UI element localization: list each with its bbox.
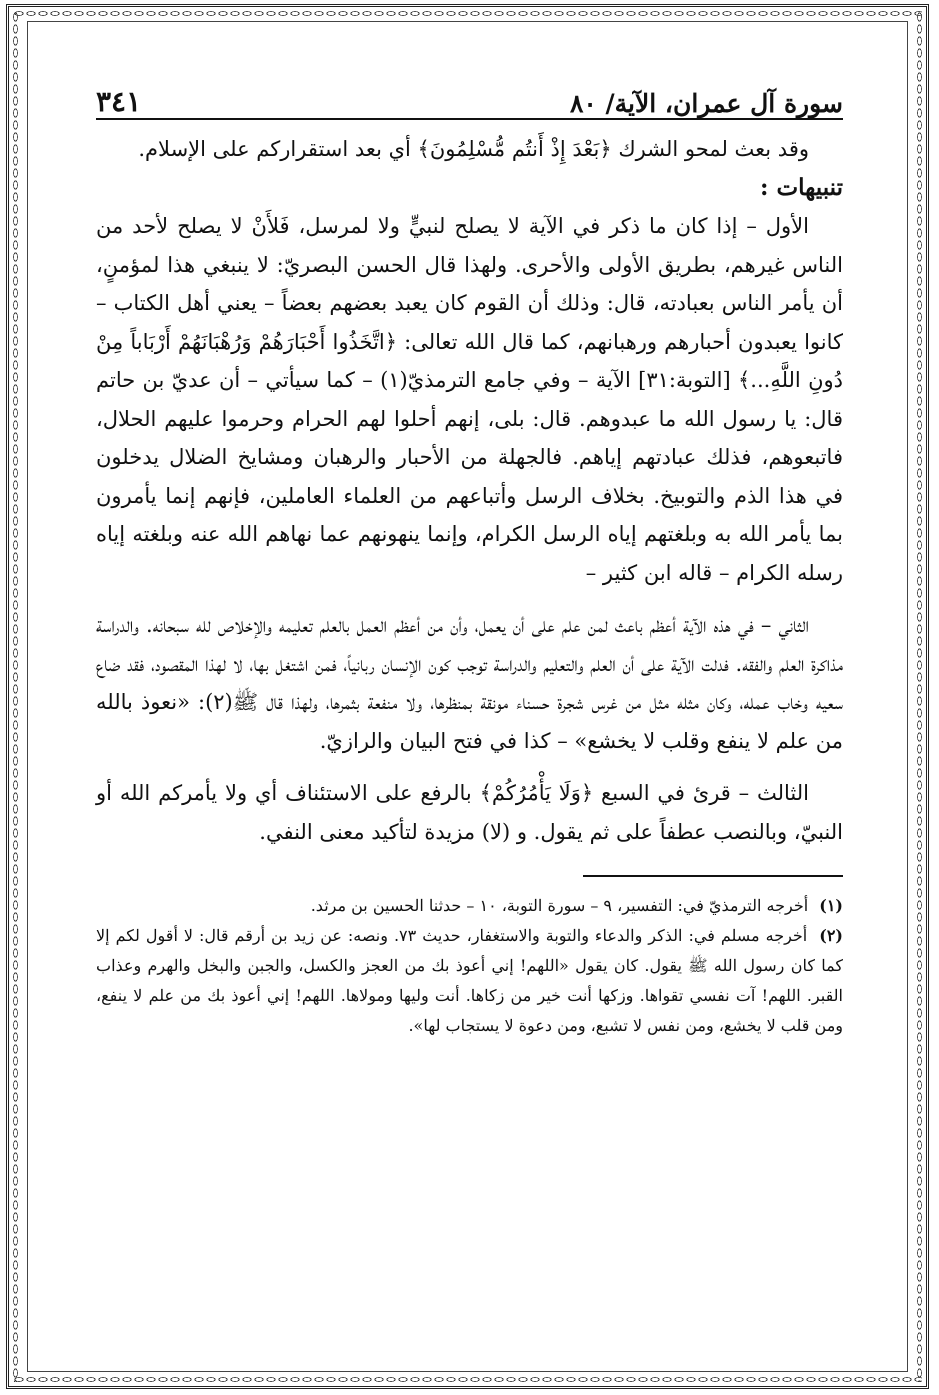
footnote-separator [583, 875, 843, 877]
footnote-2 [96, 921, 843, 1041]
page-number: ٣٤١ [96, 85, 142, 118]
header-title: سورة آل عمران، الآية/ ٨٠ [569, 89, 843, 118]
running-header [96, 66, 843, 120]
paragraph-third-note: الثالث – قرئ في السبع ﴿وَلَا يَأْمُرُكُمْ﴾ بالرفع على الاستئناف أي ولا يأمركم الله أو النبيّ، وبالنصب عطفاً على ثم يقول. و (لا) مزيدة لتأكيد معنى النفي. [96, 781, 843, 844]
page-content [96, 66, 843, 1335]
footnote-text: أخرجه الترمذيّ في: التفسير، ٩ – سورة التوبة، ١٠ – حدثنا الحسين بن مرثد. [310, 896, 809, 915]
border-chain-top [13, 9, 922, 18]
border-chain-right [915, 11, 924, 1382]
footnote-text: أخرجه مسلم في: الذكر والدعاء والتوبة والاستغفار، حديث ٧٣. ونصه: عن زيد بن أرقم قال: لا أقول لكم إلا كما كان رسول الله ﷺ يقول. كان يقول «اللهم! إني أعوذ بك من العجز والكسل، والجبن والبخل والهرم وعذاب القبر. اللهم! آت نفسي تقواها. وزكها أنت خير من زكاها. أنت وليها ومولاها. اللهم! إني أعوذ بك من علم لا ينفع، ومن قلب لا يخشع، ومن نفس لا تشبع، ومن دعوة لا يستجاب لها». [96, 926, 843, 1035]
paragraph-intro: وقد بعث لمحو الشرك ﴿بَعْدَ إِذْ أَنتُم مُّسْلِمُونَ﴾ أي بعد استقراركم على الإسلام. [138, 137, 809, 161]
border-chain-left [11, 11, 20, 1382]
footnotes [96, 891, 843, 1041]
paragraph-first-note: الأول – إذا كان ما ذكر في الآية لا يصلح لنبيٍّ ولا لمرسل، فَلأَنْ لا يصلح لأحد من الناس غيرهم، بطريق الأولى والأحرى. ولهذا قال الحسن البصريّ: لا ينبغي هذا لمؤمنٍ، أن يأمر الناس بعبادته، قال: وذلك أن القوم كان يعبد بعضهم بعضاً – يعني أهل الكتاب –كانوا يعبدون أحبارهم ورهبانهم، كما قال الله تعالى: ﴿اتَّخَذُوا أَحْبَارَهُمْ وَرُهْبَانَهُمْ أَرْبَاباً مِنْ دُونِ اللَّهِ...﴾ [التوبة:٣١] الآية – وفي جامع الترمذيّ(١) – كما سيأتي – أن عديّ بن حاتم قال: يا رسول الله ما عبدوهم. قال: بلى، إنهم أحلوا لهم الحرام وحرموا عليهم الحلال، فاتبعوهم، فذلك عبادتهم إياهم. فالجهلة من الأحبار والرهبان ومشايخ الضلال يدخلون في هذا الذم والتوبيخ. بخلاف الرسل وأتباعهم من العلماء العاملين، فإنهم إنما يأمرون بما يأمر الله به وبلغتهم إياه الرسل الكرام، وإنما ينهونهم عما نهاهم الله عنه وبلغته إياه رسله الكرام – قاله ابن كثير – [96, 214, 843, 585]
border-chain-bottom [13, 1375, 922, 1384]
footnote-number: (١) [819, 896, 843, 915]
footnote-1 [96, 891, 843, 921]
section-heading: تنبيهات : [760, 173, 843, 201]
paragraph-second-note: الثاني – في هذه الآية أعظم باعث لمن علم على أن يعمل، وأن من أعظم العمل بالعلم تعليمه والإخلاص لله سبحانه. والدراسة مذاكرة العلم والفقه. فدلت الآية على أن العلم والتعليم والدراسة توجب كون الإنسان ربانياً، فمن اشتغل بها، لا لهذا المقصود، فقد ضاع سعيه وخاب عمله، وكان مثله مثل من غرس شجرة حسناء مونقة بمنظرها، ولا منفعة بثمرها، ولهذا قال ﷺ(٢): «نعوذ بالله من علم لا ينفع وقلب لا يخشع» – كذا في فتح البيان والرازيّ. [96, 613, 843, 753]
footnote-number: (٢) [819, 926, 843, 945]
main-text [96, 130, 843, 851]
